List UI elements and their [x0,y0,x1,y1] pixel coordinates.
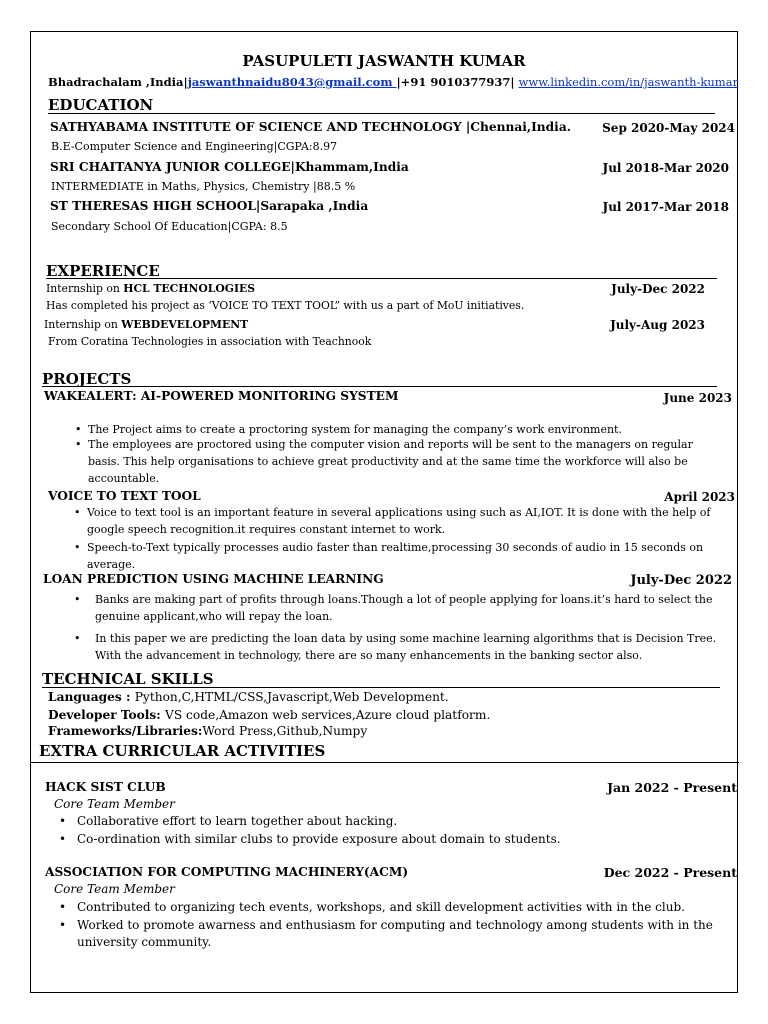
experience-title: Internship on WEBDEVELOPMENT [44,318,249,331]
email-link[interactable]: jaswanthnaidu8043@gmail.com [187,75,397,89]
project-bullet: • Voice to text tool is an important feature in several applications using such as AI,IOT. It is done with the help of google speech recognition.it requires constant internet to work. [74,506,711,536]
project-bullet: • The Project aims to create a proctoring system for managing the company’s work environment. [75,423,622,436]
experience-title: Internship on HCL TECHNOLOGIES [46,282,256,295]
phone: |+91 9010377937| [396,75,519,89]
project-date: April 2023 [664,490,735,504]
activity-title: HACK SIST CLUB [45,780,166,794]
activity-role: Core Team Member [54,797,175,811]
activity-date: Dec 2022 - Present [603,865,737,880]
experience-rule [46,278,717,279]
projects-rule [42,386,717,387]
activity-bullet: • Contributed to organizing tech events, workshops, and skill development activities with in the club. [59,900,685,914]
education-institution: SATHYABAMA INSTITUTE OF SCIENCE AND TECHNOLOGY |Chennai,India. [50,120,571,134]
project-date: June 2023 [663,391,732,405]
contact-line [48,75,738,89]
resume-page [30,31,738,993]
linkedin-link[interactable]: www.linkedin.com/in/jaswanth-kumar [518,75,739,89]
skill-row: Developer Tools: VS code,Amazon web services,Azure cloud platform. [48,708,491,722]
experience-detail: Has completed his project as ‘VOICE TO TEXT TOOL” with us a part of MoU initiatives. [46,299,525,312]
education-date: Jul 2017-Mar 2018 [602,200,729,214]
experience-date: July-Aug 2023 [610,318,705,332]
education-institution: SRI CHAITANYA JUNIOR COLLEGE|Khammam,India [50,160,409,174]
activities-rule [31,762,739,763]
location: Bhadrachalam ,India| [48,75,188,89]
activity-title: ASSOCIATION FOR COMPUTING MACHINERY(ACM) [45,865,409,879]
skills-heading: TECHNICAL SKILLS [42,670,214,688]
education-heading: EDUCATION [48,96,154,114]
project-bullet: • Banks are making part of profits through loans.Though a lot of people applying for loans.it’s hard to select the genuine applicant,who will repay the loan. [74,593,713,623]
project-bullet: • The employees are proctored using the computer vision and reports will be sent to the managers on regular basis. This help organisations to achieve great productivity and at the same time the workforce will also be accountable. [75,438,693,485]
education-detail: Secondary School Of Education|CGPA: 8.5 [51,220,288,233]
activity-role: Core Team Member [54,882,175,896]
project-date: July-Dec 2022 [630,573,732,588]
experience-date: July-Dec 2022 [611,282,705,296]
experience-company: WEBDEVELOPMENT [121,318,249,331]
project-bullet: • Speech-to-Text typically processes audio faster than realtime,processing 30 seconds of audio in 15 seconds on average. [74,541,704,571]
project-title: LOAN PREDICTION USING MACHINE LEARNING [43,572,384,586]
education-institution: ST THERESAS HIGH SCHOOL|Sarapaka ,India [50,199,369,213]
education-date: Sep 2020-May 2024 [602,121,735,135]
projects-heading: PROJECTS [42,370,132,388]
education-rule [48,113,715,114]
activity-bullet: • Worked to promote awarness and enthusiasm for computing and technology among students with in the university community. [59,918,713,949]
education-detail: INTERMEDIATE in Maths, Physics, Chemistry |88.5 % [51,180,356,193]
project-title: VOICE TO TEXT TOOL [48,489,201,503]
experience-detail: From Coratina Technologies in association with Teachnook [48,335,372,348]
education-detail: B.E-Computer Science and Engineering|CGPA:8.97 [51,140,338,153]
activity-bullet: • Co-ordination with similar clubs to provide exposure about domain to students. [59,832,561,846]
candidate-name: PASUPULETI JASWANTH KUMAR [242,52,526,70]
project-title: WAKEALERT: AI-POWERED MONITORING SYSTEM [44,389,399,403]
skill-row: Frameworks/Libraries:Word Press,Github,Numpy [48,724,368,738]
experience-company: HCL TECHNOLOGIES [123,282,256,295]
activities-heading: EXTRA CURRICULAR ACTIVITIES [39,742,326,760]
skills-rule [42,687,720,688]
skill-row: Languages : Python,C,HTML/CSS,Javascript,Web Development. [48,690,449,704]
activity-date: Jan 2022 - Present [607,780,737,795]
experience-heading: EXPERIENCE [46,262,160,280]
activity-bullet: • Collaborative effort to learn together about hacking. [59,814,398,828]
education-date: Jul 2018-Mar 2020 [602,161,729,175]
project-bullet: • In this paper we are predicting the loan data by using some machine learning algorithms that is Decision Tree. With the advancement in technology, there are so many enhancements in the banking sector also. [74,632,717,662]
